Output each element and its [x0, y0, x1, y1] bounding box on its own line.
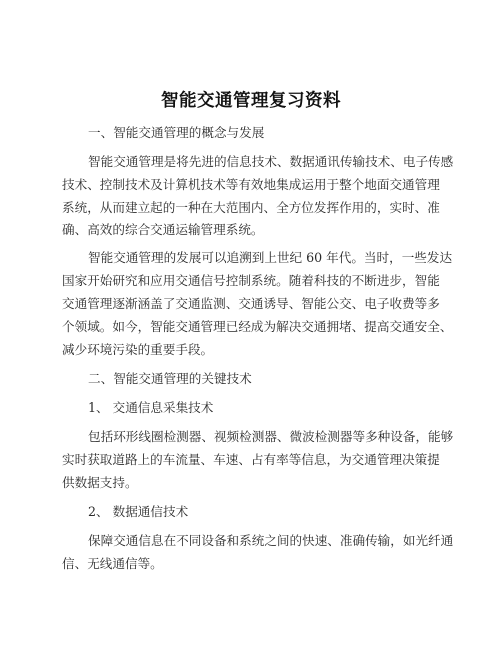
paragraph-line: 个领域。如今，智能交通管理已经成为解决交通拥堵、提高交通安全、 — [62, 319, 453, 334]
paragraph-line: 智能交通管理的发展可以追溯到上世纪 60 年代。当时，一些发达 — [88, 250, 453, 265]
paragraph-line: 交通管理逐渐涵盖了交通监测、交通诱导、智能公交、电子收费等多 — [62, 296, 440, 311]
paragraph-line: 减少环境污染的重要手段。 — [62, 342, 214, 357]
paragraph-line: 智能交通管理是将先进的信息技术、数据通讯传输技术、电子传感 — [88, 154, 454, 169]
section-heading: 二、智能交通管理的关键技术 — [88, 371, 252, 386]
paragraph-line: 国家开始研究和应用交通信号控制系统。随着科技的不断进步，智能 — [62, 273, 440, 288]
paragraph-line: 技术、控制技术及计算机技术等有效地集成运用于整个地面交通管理 — [62, 177, 440, 192]
paragraph-line: 实时获取道路上的车流量、车速、占有率等信息，为交通管理决策提 — [62, 452, 440, 467]
paragraph-line: 供数据支持。 — [62, 475, 138, 490]
subsection-heading: 1、 交通信息采集技术 — [88, 400, 214, 415]
paragraph-line: 包括环形线圈检测器、视频检测器、微波检测器等多种设备，能够 — [88, 429, 454, 444]
paragraph-line: 系统，从而建立起的一种在大范围内、全方位发挥作用的，实时、准 — [62, 200, 440, 215]
document-title: 智能交通管理复习资料 — [161, 91, 341, 111]
paragraph-line: 信、无线通信等。 — [62, 556, 163, 571]
paragraph-line: 确、高效的综合交通运输管理系统。 — [62, 222, 264, 237]
paragraph-line: 保障交通信息在不同设备和系统之间的快速、准确传输，如光纤通 — [88, 533, 454, 548]
subsection-heading: 2、 数据通信技术 — [88, 504, 189, 519]
section-heading: 一、智能交通管理的概念与发展 — [88, 125, 265, 140]
